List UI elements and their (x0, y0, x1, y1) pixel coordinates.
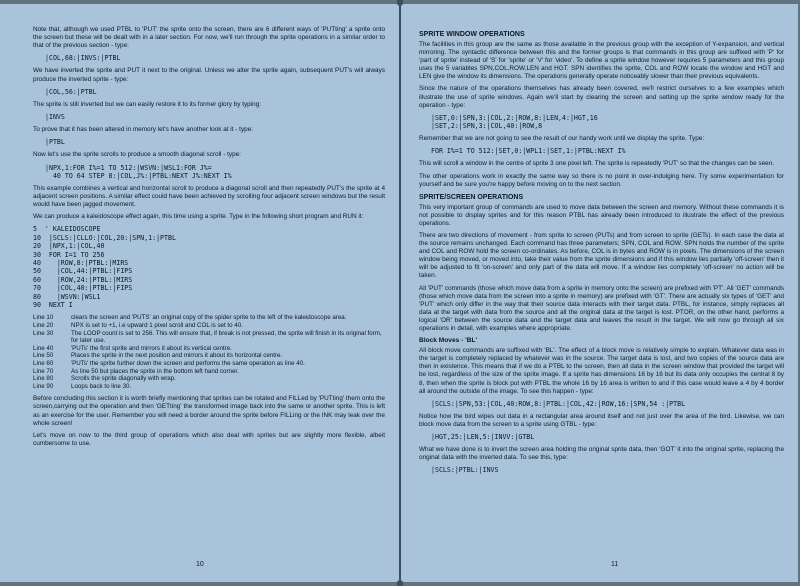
code-command: |NPX,1:FOR I%=1 TO 512:|WSVN:|WSL1:FOR J%= 40 TO 64 STEP 8:|COL,J%:|PTBL:NEXT J%:NEXT I% (45, 163, 232, 180)
line-description: 'PUTs' the sprite further down the screen and performs the same operation as line 40. (71, 359, 305, 367)
program-listing: 5 ' KALEIDOSCOPE 10 |SCLS:|CLLO:|COL,20:|SPN,1:|PTBL 20 |NPX,1:|COL,40 30 FOR I=1 TO 256 40 |ROW,8:|PTBL:|MIRS 50 |COL,44:|PTBL:|FIPS 60 |ROW,24:|PTBL:|MIRS 70 |COL,40:|PTBL:|FIPS 80 |WSVN:|WSL1 90 NEXT I (33, 225, 176, 309)
line-description: Loops back to line 30. (71, 382, 132, 390)
line-note-row (33, 352, 385, 360)
line-number: Line 90 (33, 382, 54, 390)
paragraph: All 'PUT' commands (those which move data from a sprite in memory onto the screen) are prefixed with 'PT'. All 'GET' commands (those which move data from the screen into a sprite in memory) are prefixed with 'GT'. There are actually six types of 'GET' and 'PUT' which only differ in the way that their source data interacts with their target data. PTBL, for instance, simply replaces all data at the target with data from the source and all the original data at the target is lost. PTOR, on the other hand, performs a logical 'OR' between the source data and the target data and leaves the result in the target. We will now go through all six operations in detail, with examples where appropriate. (419, 284, 784, 333)
code-command: |SET,0:|SPN,3:|COL,2:|ROW,8:|LEN,4:|HGT,16 |SET,2:|SPN,3:|COL,40:|ROW,8 (431, 113, 598, 130)
paragraph: What we have done is to invert the screen area holding the original sprite data, then 'GOT' it into the original sprite, replacing the original data with the inverted data. To see this, type: (419, 446, 784, 462)
line-description: Scrolls the sprite diagonally with wrap. (71, 375, 176, 383)
code-command: |SCLS:|SPN,53:|COL,40:ROW,8:|PTBL:|COL,42:|ROW,16:|SPN,54 :|PTBL (431, 399, 686, 408)
subsection-heading: Block Moves - 'BL' (419, 337, 478, 345)
line-note-row (33, 383, 385, 391)
line-description: clears the screen and 'PUTS' an original copy of the spider sprite to the left of the kaleidoscope area. (71, 314, 347, 322)
line-number: Line 50 (33, 352, 54, 360)
line-note-row (33, 345, 385, 353)
paragraph: Since the nature of the operations themselves has already been covered, we'll restrict ourselves to a few examples which illustrate the use of sprite windows. Again we'll start by clearing the screen and setting up the sprite window ready for the operation - type: (419, 85, 784, 109)
page-number: 10 (196, 561, 204, 568)
line-note-row (33, 375, 385, 383)
paragraph: This example combines a vertical and horizontal scroll to produce a diagonal scroll and then repeatedly PUT's the sprite at 4 adjacent screen positions. A similar effect could have been achieved by scrolling four adjacent screen windows but the result would have been jagged movement. (33, 184, 385, 209)
line-note-row (33, 368, 385, 376)
line-description: 'PUTs' the first sprite and mirrors it about its vertical centre. (71, 344, 232, 352)
left-page-text-column (33, 26, 385, 452)
paragraph: To prove that it has been altered in memory let's have another look at it - type: (33, 126, 254, 134)
paragraph: Let's move on now to the third group of operations which also deal with sprites but are slightly more flexible, albeit cumbersome to use. (33, 431, 385, 447)
right-page-text-column (419, 26, 784, 480)
paragraph: This will scroll a window in the centre of sprite 3 one pixel left. The sprite is repeatedly 'PUT' so that the changes can be seen. (419, 160, 775, 168)
page-number: 11 (611, 561, 619, 568)
line-note-row (33, 322, 385, 330)
code-command: |PTBL (45, 138, 65, 147)
section-heading: SPRITE/SCREEN OPERATIONS (419, 193, 524, 201)
paragraph: All block move commands are suffixed with 'BL'. The effect of a block move is relatively simple to explain. Whatever data was in the target is completely replaced by whatever was in the source. The target data is lost, and two copies of the source data are then in existence. This means that if we do a PTBL to the screen, then all data in the screen window that provided the target will be lost, regardless of the size of the sprite image. If a sprite has dimensions 16 by 16 but its data only occupies the central 8 by 8, then when the sprite is block put with PTBL the whole 16 by 16 area is written to and if this case would leave a 4 by 4 border all around the outside of the image. To see this happen - type: (419, 347, 784, 395)
paragraph: We can produce a kaleidoscope effect again, this time using a sprite. Type in the following short program and RUN it: (33, 213, 364, 221)
line-number: Line 10 (33, 314, 54, 322)
paragraph: There are two directions of movement - from sprite to screen (PUTs) and from screen to sprite (GETs). In each case the data at the source remains unchanged. Each command has three parameters; SPN, COL and ROW. SPN holds the number of the sprite and COL and ROW hold the screen co-ordinates. As before, COL is in bytes and ROW is in pixels. The dimensions of the screen window being moved, or moved into, take their value from the sprite dimensions and if this window lies partially 'off-screen' then it will be adjusted to fit 'on-screen' and only part of the data will move. If a window lies completely 'off-screen' no action will be taken. (419, 232, 784, 280)
line-number: Line 40 (33, 344, 54, 352)
paragraph: Note that, although we used PTBL to 'PUT' the sprite onto the screen, there are 6 different ways of 'PUTting' a sprite onto the screen but these will be dealt with in a later section. For now, we'll run through the sprite operations in a similar order to that of the previous section - type: (33, 26, 385, 50)
section-heading: SPRITE WINDOW OPERATIONS (419, 31, 525, 38)
paragraph: Before concluding this section it is worth briefly mentioning that sprites can be rotated and FILLed by 'PUTting' them onto the screen,carrying out the operation and then 'GETting' the transformed image back into the same or another sprite. This is left as an exercise for the user. Remember you will need a border around the sprite before FILLing or the INK may leak over the whole screen! (33, 395, 385, 427)
line-description: The LOOP count is set to 256. This will ensure that, if break is not pressed, the sprite will finish in its original form, for later use. (71, 329, 382, 345)
code-command: FOR I%=1 TO 512:|SET,0:|WPL1:|SET,1:|PTBL:NEXT I% (431, 147, 626, 156)
code-command: |HGT,25:|LEN,5:|INVV:|GTBL (431, 433, 535, 442)
code-command: |INVS (45, 112, 65, 121)
right-page (401, 4, 798, 582)
line-notes-table (33, 314, 385, 390)
paragraph: This very important group of commands are used to move data between the screen and memory. Without these commands it is not possible to display sprites and for this reason PTBL has already been introduced to illustrate the effect of the previous operations. (419, 203, 784, 227)
code-command: |SCLS:|PTBL:|INVS (431, 466, 499, 475)
line-note-row (33, 330, 385, 345)
line-description: NPX is set to +1, i.e upward 1 pixel scroll and COL is set to 40. (71, 322, 243, 329)
line-note-row (33, 360, 385, 368)
line-number: Line 20 (33, 322, 54, 329)
left-page (0, 4, 399, 582)
line-number: Line 70 (33, 367, 54, 375)
paragraph: The sprite is still inverted but we can easily restore it to its former glory by typing: (33, 100, 262, 108)
line-note-row (33, 314, 385, 322)
line-number: Line 60 (33, 359, 54, 367)
code-command: |COL,56:|PTBL (45, 87, 97, 96)
line-description: As line 50 but places the sprite in the bottom left hand corner. (71, 367, 239, 375)
paragraph: Remember that we are not going to see the result of our handy work until we display the sprite. Type: (419, 135, 705, 143)
line-number: Line 80 (33, 375, 54, 383)
paragraph: We have inverted the sprite and PUT it next to the original. Unless we alter the sprite again, subsequent PUT's will always produce the inverted sprite - type: (33, 67, 385, 83)
paragraph: Notice how the bird wipes out data in a rectangular area around itself and not just over the area of the bird. Likewise, we can block move data from the screen to a sprite using GTBL - type: (419, 412, 784, 428)
paragraph: The other operations work in exactly the same way so there is no point in over-indulging here. Try some experimentation for yourself and be sure you're happy before moving on to the next section. (419, 172, 784, 188)
line-description: Places the sprite in the next position and mirrors it about its horizontal centre. (71, 352, 283, 360)
paragraph: The facilities in this group are the same as those available in the previous group with the exception of Y-expansion, and vertical mirroring. The syntactic difference between this and the former groups is that commands in this group are suffixed with 'P' for 'part of sprite' instead of 'S' for 'sprite' or 'V' for 'video'. To define a sprite window however requires 5 parameters and this group uses the 5 variables SPN,COL,ROW,LEN and HGT. SPN identifies the sprite, COL and ROW locate the window and HGT and LEN give the window its dimensions. The operations generally operate noticeably slower than their previous equivalents. (419, 41, 784, 81)
paragraph: Now let's use the sprite scrolls to produce a smooth diagonal scroll - type: (33, 151, 241, 159)
line-number: Line 30 (33, 329, 54, 337)
code-command: |COL,68:|INVS:|PTBL (45, 54, 121, 63)
